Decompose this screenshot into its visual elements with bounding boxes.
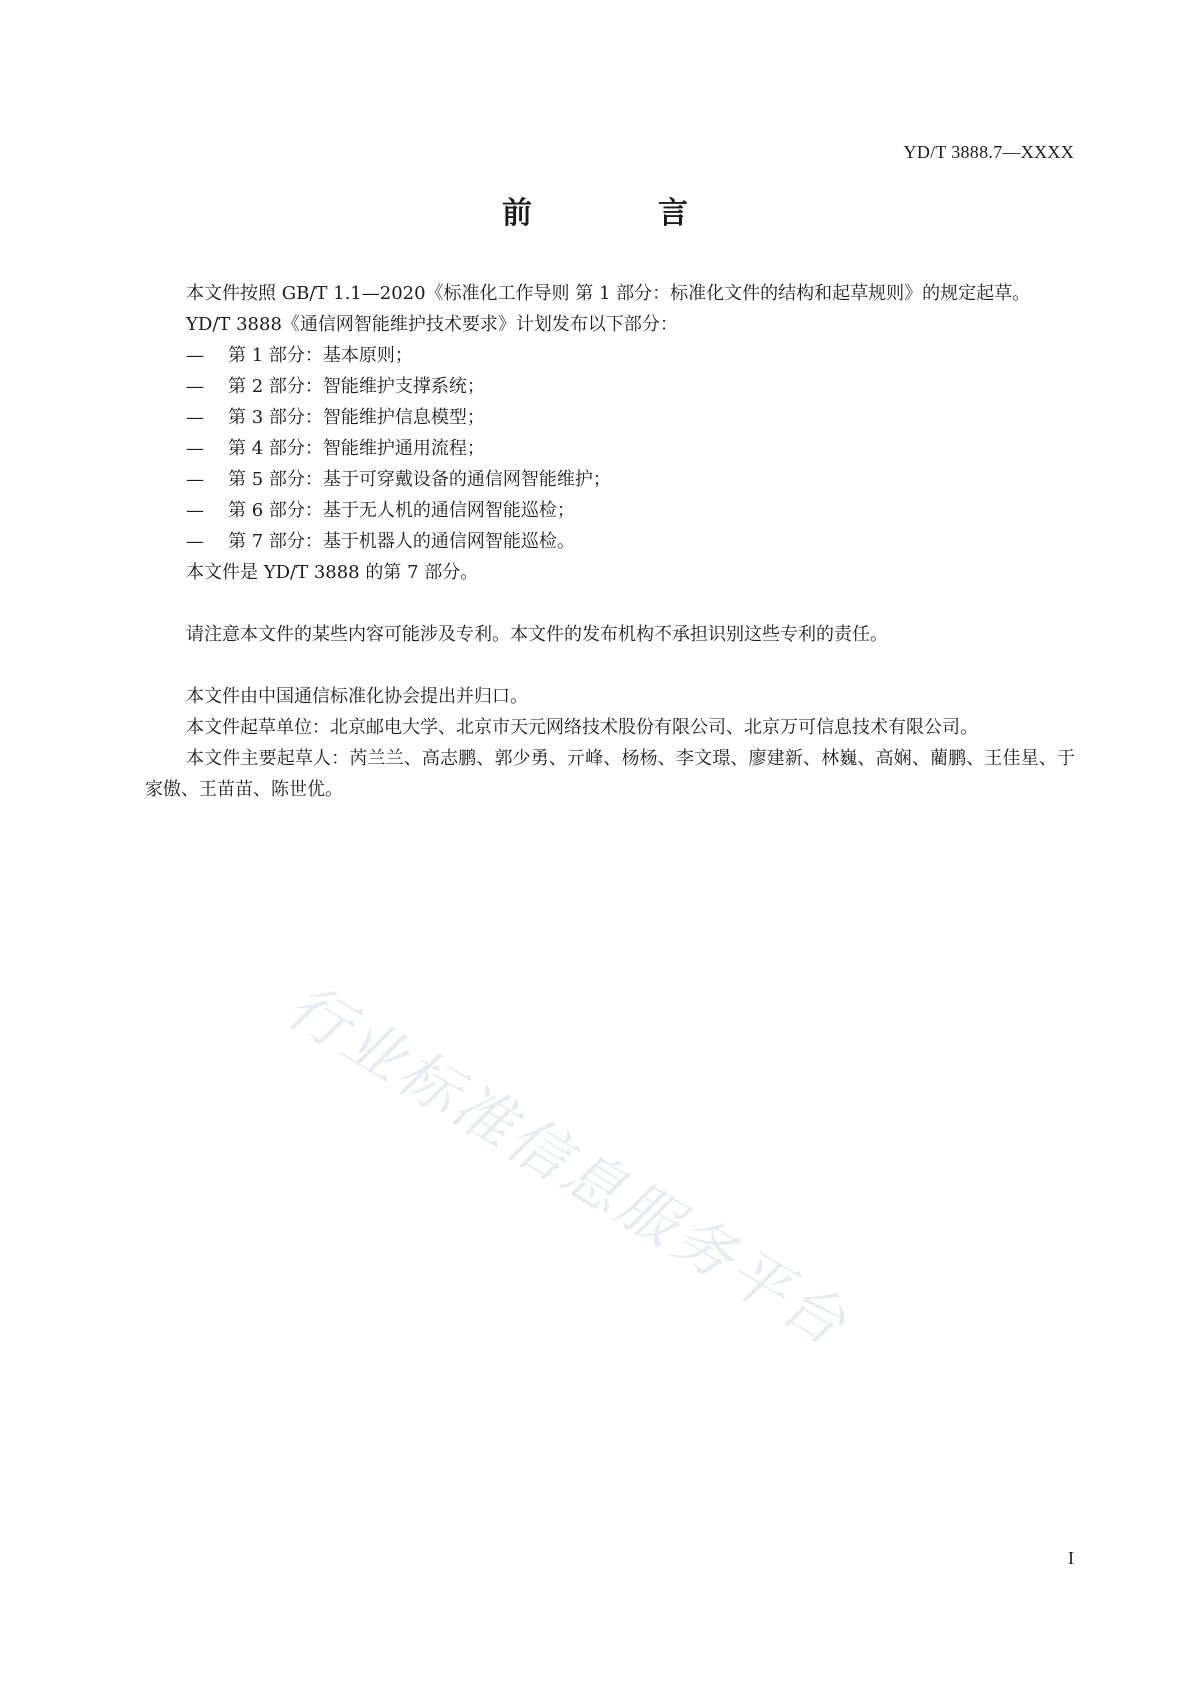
list-item [145,371,1075,402]
paragraph-drafting-units: 本文件起草单位：北京邮电大学、北京市天元网络技术股份有限公司、北京万可信息技术有限公司。 [186,717,978,738]
list-item [145,495,1075,526]
list-item [145,402,1075,433]
list-dash: — [186,407,204,428]
paragraph-part-number: 本文件是 YD/T 3888 的第 7 部分。 [186,562,479,583]
list-dash: — [186,531,204,552]
paragraph-proposer: 本文件由中国通信标准化协会提出并归口。 [186,686,528,707]
list-item [145,464,1075,495]
list-item-text: 第 4 部分：智能维护通用流程； [228,438,485,459]
list-dash: — [186,500,204,521]
spacer [145,650,1075,681]
paragraph-drafting-rules: 本文件按照 GB/T 1.1—2020《标准化工作导则 第 1 部分：标准化文件的结构和起草规则》的规定起草。 [186,283,1031,304]
list-item-text: 第 7 部分：基于机器人的通信网智能巡检。 [228,531,575,552]
spacer [145,588,1075,619]
list-item-text: 第 3 部分：智能维护信息模型； [228,407,485,428]
list-item [145,433,1075,464]
parts-list [145,340,1075,557]
list-item [145,526,1075,557]
paragraph-patent-notice: 请注意本文件的某些内容可能涉及专利。本文件的发布机构不承担识别这些专利的责任。 [186,624,888,645]
list-dash: — [186,376,204,397]
paragraph-drafters: 本文件主要起草人：芮兰兰、高志鹏、郭少勇、亓峰、杨杨、李文璟、廖建新、林巍、高娴、藺鹏、王佳星、于家傲、王苗苗、陈世优。 [145,748,1075,800]
list-item-text: 第 1 部分：基本原则； [228,345,413,366]
list-item-text: 第 5 部分：基于可穿戴设备的通信网智能维护； [228,469,611,490]
list-item [145,340,1075,371]
standard-code: YD/T 3888.7—XXXX [903,142,1074,162]
page-number: I [1068,1548,1074,1568]
paragraph-series-intro: YD/T 3888《通信网智能维护技术要求》计划发布以下部分： [186,314,678,335]
watermark-text: 行业标准信息服务平台 [275,971,860,1361]
list-dash: — [186,438,204,459]
list-dash: — [186,469,204,490]
list-item-text: 第 6 部分：基于无人机的通信网智能巡检； [228,500,575,521]
document-body [145,278,1075,805]
list-dash: — [186,345,204,366]
list-item-text: 第 2 部分：智能维护支撑系统； [228,376,485,397]
page-title: 前 言 [502,196,736,231]
